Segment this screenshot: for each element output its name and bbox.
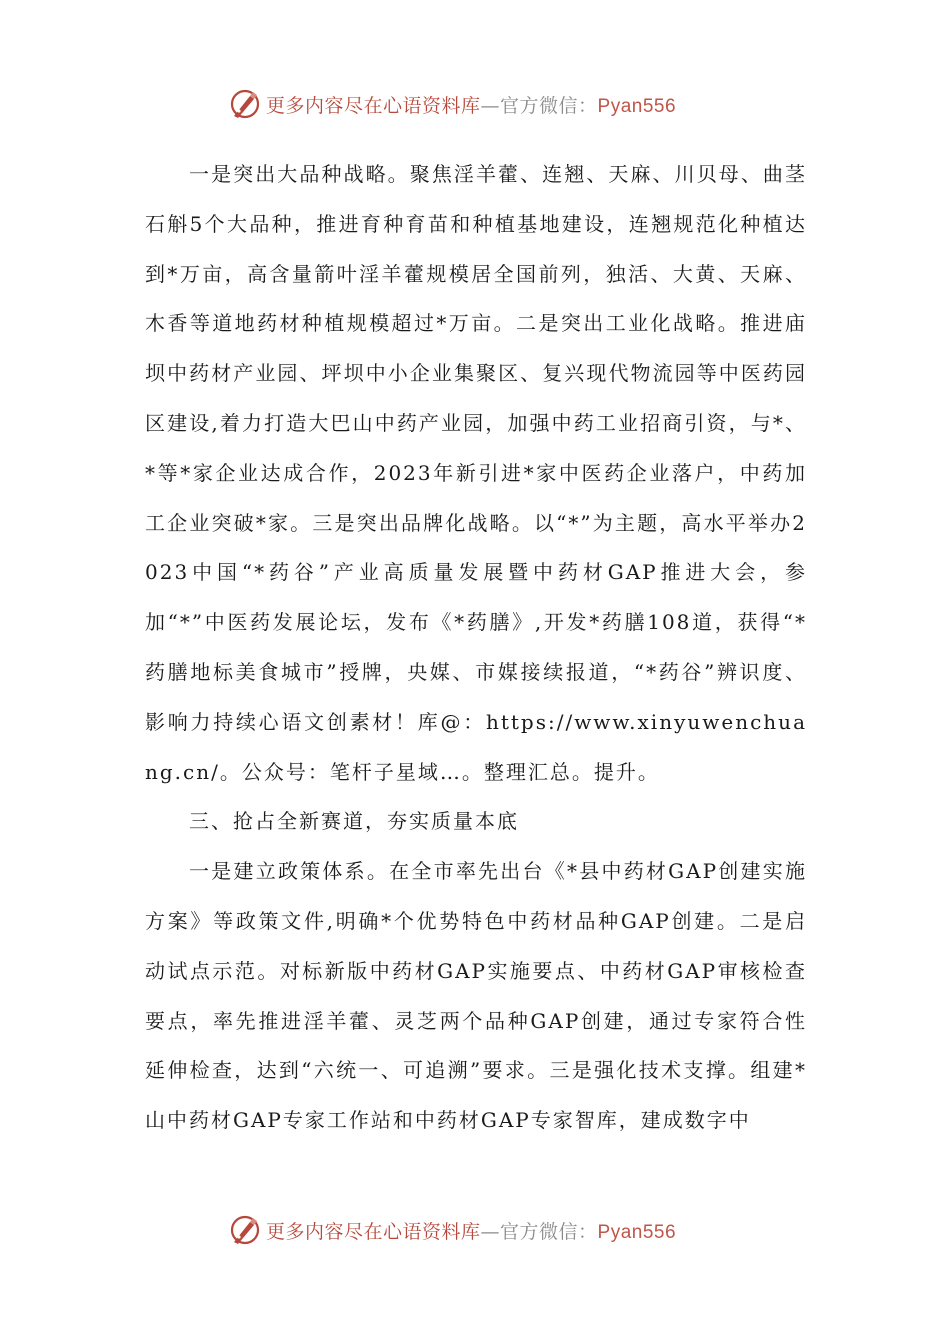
watermark-text — [266, 91, 676, 118]
body-paragraph: 一是突出大品种战略。聚焦淫羊藿、连翘、天麻、川贝母、曲茎石斛5个大品种，推进育种育苗和种植基地建设，连翘规范化种植达到*万亩，高含量箭叶淫羊藿规模居全国前列，独活、大黄、天麻、木香等道地药材种植规模超过*万亩。二是突出工业化战略。推进庙坝中药材产业园、坪坝中小企业集聚区、复兴现代物流园等中医药园区建设,着力打造大巴山中药产业园，加强中药工业招商引资，与*、*等*家企业达成合作，2023年新引进*家中医药企业落户，中药加工企业突破*家。三是突出品牌化战略。以“*”为主题，高水平举办2023中国“*药谷”产业高质量发展暨中药材GAP推进大会，参加“*”中医药发展论坛，发布《*药膳》,开发*药膳108道，获得“*药膳地标美食城市”授牌，央媒、市媒接续报道，“*药谷”辨识度、影响力持续心语文创素材！库@：https://www.xinyuwenchuang.cn/。公众号：笔杆子星域…。整理汇总。提升。 — [145, 162, 807, 784]
body-paragraph: 一是建立政策体系。在全市率先出台《*县中药材GAP创建实施方案》等政策文件,明确*个优势特色中药材品种GAP创建。二是启动试点示范。对标新版中药材GAP实施要点、中药材GAP审核检查要点，率先推进淫羊藿、灵芝两个品种GAP创建，通过专家符合性延伸检查，达到“六统一、可追溯”要求。三是强化技术支撑。组建*山中药材GAP专家工作站和中药材GAP专家智库，建成数字中 — [145, 859, 807, 1133]
watermark-separator: — — [480, 94, 501, 117]
watermark-contact-label: 官方微信： — [500, 94, 598, 117]
watermark-contact-id: Pyan556 — [597, 95, 677, 117]
document-body — [145, 150, 807, 1146]
section-heading: 三、抢占全新赛道，夯实质量本底 — [189, 809, 519, 834]
pen-logo-icon — [228, 87, 262, 121]
watermark-text — [266, 1217, 676, 1244]
watermark-separator: — — [480, 1220, 501, 1243]
watermark-brand: 更多内容尽在心语资料库 — [266, 94, 481, 117]
watermark-contact-id: Pyan556 — [597, 1221, 677, 1243]
pen-logo-icon — [228, 1213, 262, 1247]
watermark-contact-label: 官方微信： — [500, 1220, 598, 1243]
header-watermark — [228, 86, 728, 122]
footer-watermark — [228, 1212, 728, 1248]
watermark-brand: 更多内容尽在心语资料库 — [266, 1220, 481, 1243]
